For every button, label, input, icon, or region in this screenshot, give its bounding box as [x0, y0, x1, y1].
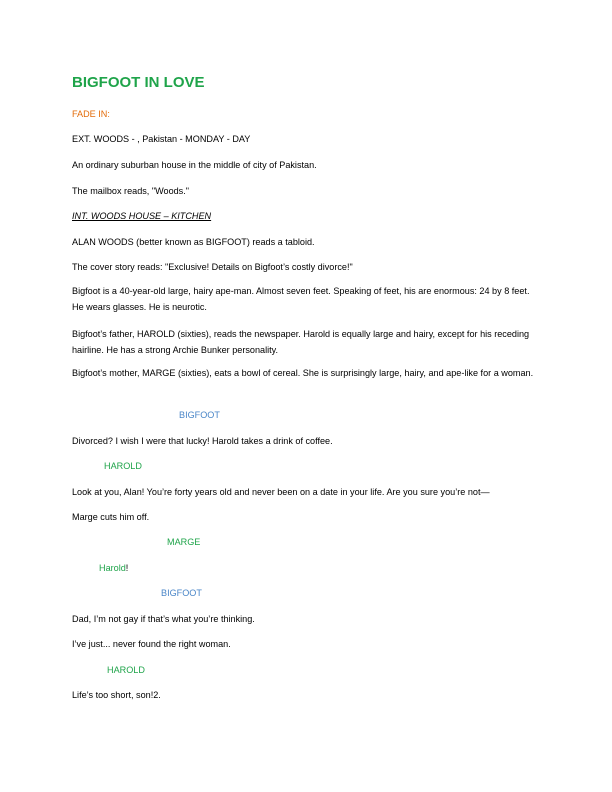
script-title: BIGFOOT IN LOVE [72, 74, 205, 91]
character-cue-marge: MARGE [167, 537, 201, 547]
dialogue-harold-exclaim [99, 562, 128, 574]
dialogue-harold-name: Harold [99, 563, 126, 573]
action-line-marge-cuts: Marge cuts him off. [72, 512, 150, 522]
dialogue-lifes-too-short: Life’s too short, son!2. [72, 690, 161, 700]
character-cue-bigfoot: BIGFOOT [179, 410, 220, 420]
action-paragraph-bigfoot: Bigfoot is a 40-year-old large, hairy ape-man. Almost seven feet. Speaking of feet, his are enormous: 24 by 8 feet. He wears glasses. He is neurotic. [72, 286, 530, 312]
dialogue-never-found: I’ve just... never found the right woman. [72, 639, 231, 649]
character-cue-harold-2: HAROLD [107, 665, 145, 675]
action-line-cover-story: The cover story reads: "Exclusive! Details on Bigfoot’s costly divorce!" [72, 262, 353, 272]
action-line-house: An ordinary suburban house in the middle of city of Pakistan. [72, 160, 317, 170]
dialogue-harold-bang: ! [125, 563, 129, 573]
character-cue-harold: HAROLD [104, 461, 142, 471]
dialogue-look-at-you: Look at you, Alan! You’re forty years old and never been on a date in your life. Are you sure you’re not— [72, 487, 490, 497]
action-paragraph-marge: Bigfoot’s mother, MARGE (sixties), eats a bowl of cereal. She is surprisingly large, hairy, and ape-like for a woman. [72, 368, 534, 378]
dialogue-divorced: Divorced? I wish I were that lucky! Harold takes a drink of coffee. [72, 436, 333, 446]
action-line-alan: ALAN WOODS (better known as BIGFOOT) reads a tabloid. [72, 237, 315, 247]
character-cue-bigfoot-2: BIGFOOT [161, 588, 202, 598]
fade-in-transition: FADE IN: [72, 109, 110, 119]
scene-heading-exterior: EXT. WOODS - , Pakistan - MONDAY - DAY [72, 134, 251, 144]
action-line-mailbox: The mailbox reads, "Woods." [72, 186, 189, 196]
dialogue-dad: Dad, I’m not gay if that’s what you’re thinking. [72, 614, 255, 624]
scene-heading-kitchen: INT. WOODS HOUSE – KITCHEN [72, 211, 212, 221]
action-paragraph-harold: Bigfoot’s father, HAROLD (sixties), reads the newspaper. Harold is equally large and hairy, except for his receding hairline. He has a strong Archie Bunker personality. [72, 329, 530, 355]
